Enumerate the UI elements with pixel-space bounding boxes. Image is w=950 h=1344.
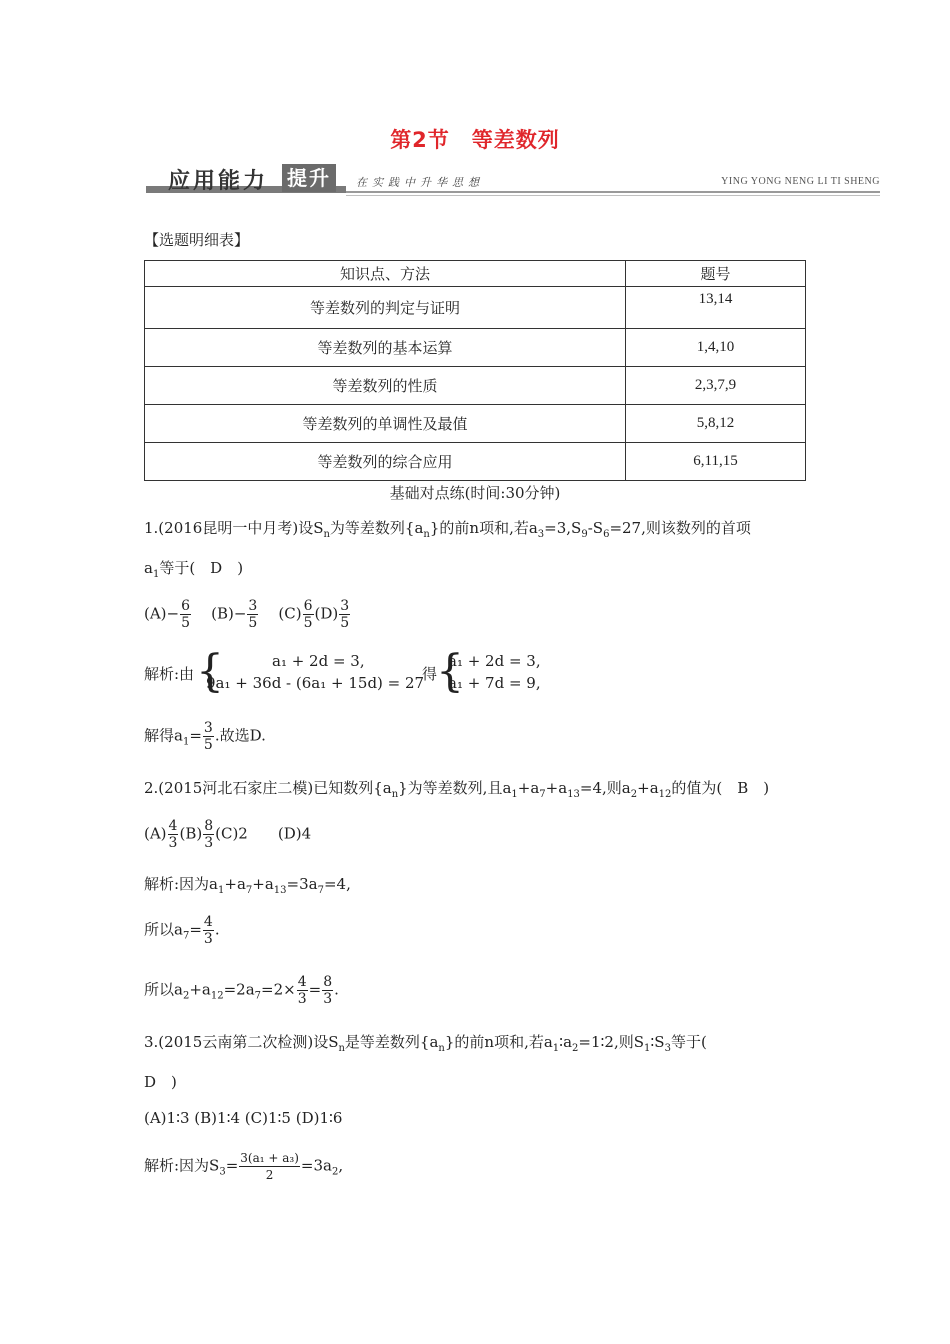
table-cell-topic: 等差数列的单调性及最值 <box>145 405 626 443</box>
q2-stem: 2.(2015河北石家庄二模)已知数列$\{a_n\}$为等差数列,且$a_1+a_7+a_{13}=4$,则$a_2+a_{12}$的值为( B ) <box>144 779 770 800</box>
table-cell-numbers: 6,11,15 <box>626 443 806 481</box>
q3-options: (A)1∶3 (B)1∶4 (C)1∶5 (D)1∶6 <box>144 1109 343 1127</box>
table-header-cell: 知识点、方法 <box>145 261 626 287</box>
table-row <box>145 287 806 329</box>
q1-solution-label: 解析:由 <box>144 665 195 683</box>
table-row <box>145 443 806 481</box>
table-row <box>145 405 806 443</box>
banner-main-text: 应用能力 <box>168 169 269 194</box>
q3-stem: 3.(2015云南第二次检测)设$S_n$是等差数列$\{a_n\}$的前n项和,若$a_1∶a_2=1∶2$,则$S_1∶S_3$等于( <box>144 1033 707 1054</box>
section-banner <box>146 164 880 194</box>
banner-rule <box>346 195 880 196</box>
q1-system1-line2: 9a₁ + 36d - (6a₁ + 15d) = 27 <box>206 674 425 692</box>
q2-solution-line2: 所以$a_7=$ $\frac{4}{3}$ . <box>144 914 220 947</box>
q1-de: 得 <box>422 665 438 683</box>
q2-solution-line3: 所以$a_2+a_{12}=2a_7=2\times$ $\frac{4}{3}$ = $\frac{8}{3}$ . <box>144 974 339 1007</box>
banner-subtitle: 在实践中升华思想 <box>356 176 484 189</box>
q3-solution: 解析:因为$S_3=$ $\frac{\text{3(a₁ + a₃)}}{2}$ $=3a_2$, <box>144 1151 344 1182</box>
section-title: 基础对点练(时间:30分钟) <box>389 484 561 502</box>
table-cell-numbers: 5,8,12 <box>626 405 806 443</box>
q3-stem-line2: D ) <box>144 1073 177 1091</box>
table-cell-topic: 等差数列的基本运算 <box>145 329 626 367</box>
q1-system2-line2: a₁ + 7d = 9, <box>448 674 541 692</box>
table-header-row <box>145 261 806 287</box>
q2-solution-line1: 解析:因为$a_1+a_7+a_{13}=3a_7=4$, <box>144 875 351 896</box>
q1-system2-line1: a₁ + 2d = 3, <box>448 652 541 670</box>
brace-symbol: { <box>196 646 224 697</box>
banner-box-text: 提升 <box>282 164 336 192</box>
page-title: 第2节 等差数列 <box>390 128 560 152</box>
banner-rule <box>346 191 880 193</box>
table-row <box>145 329 806 367</box>
table-cell-topic: 等差数列的判定与证明 <box>145 287 626 329</box>
table-heading: 【选题明细表】 <box>144 231 250 249</box>
table-cell-topic: 等差数列的性质 <box>145 367 626 405</box>
q1-stem: 1.(2016昆明一中月考)设$S_n$为等差数列$\{a_n\}$的前n项和,若$a_3=3,S_9-S_6=27$,则该数列的首项 <box>144 519 751 540</box>
table-header-cell: 题号 <box>626 261 806 287</box>
banner-pinyin: YING YONG NENG LI TI SHENG <box>721 176 880 187</box>
table-cell-numbers: 1,4,10 <box>626 329 806 367</box>
table-cell-numbers: 2,3,7,9 <box>626 367 806 405</box>
q2-options: (A) $\frac{4}{3}$ (B) $\frac{8}{3}$ (C)2 (D)4 <box>144 818 312 851</box>
topic-table <box>144 260 806 481</box>
table-row <box>145 367 806 405</box>
q1-options: (A)− $\frac{6}{5}$ (B)− $\frac{3}{5}$ (C) $\frac{6}{5}$ (D) $\frac{3}{5}$ <box>144 598 350 631</box>
q1-result: 解得$a_1=$ $\frac{3}{5}$ .故选D. <box>144 720 266 753</box>
table-cell-topic: 等差数列的综合应用 <box>145 443 626 481</box>
q1-system1-line1: a₁ + 2d = 3, <box>272 652 365 670</box>
brace-symbol: { <box>436 646 464 697</box>
q1-stem-line2: $a_1$等于( D ) <box>144 559 244 580</box>
table-cell-numbers: 13,14 <box>626 287 806 329</box>
